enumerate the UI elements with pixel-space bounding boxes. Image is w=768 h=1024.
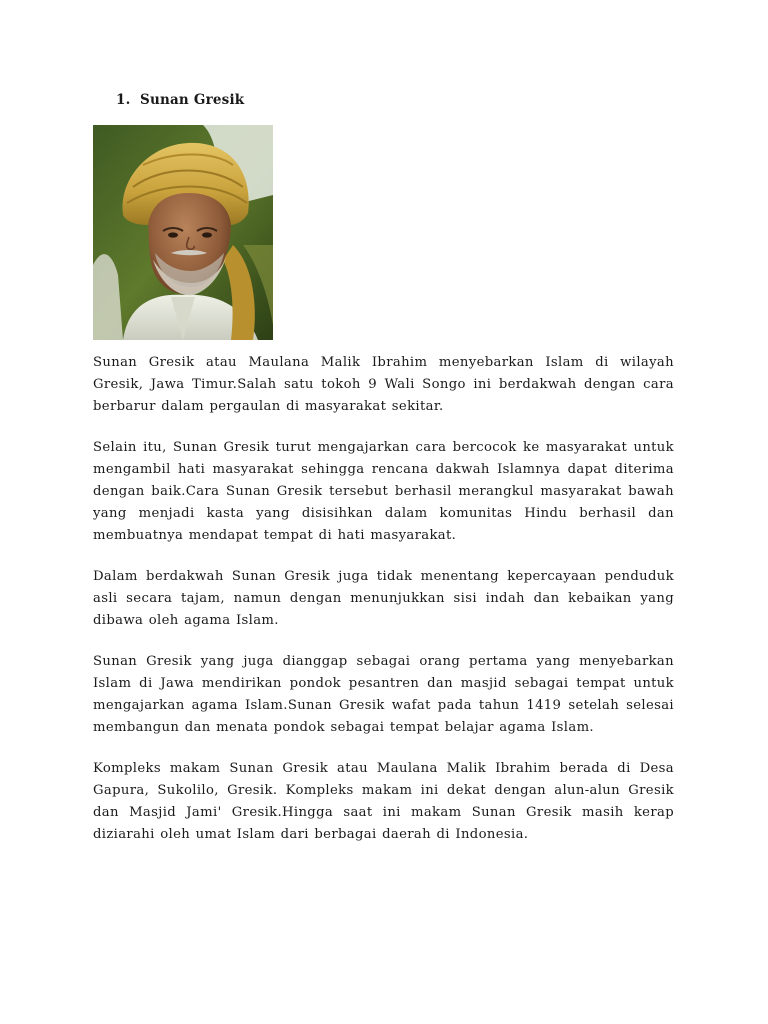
paragraph: Sunan Gresik atau Maulana Malik Ibrahim menyebarkan Islam di wilayah Gresik, Jawa Timur.Salah satu tokoh 9 Wali Songo ini berdakwah dengan cara berbarur dalam pergaulan di masyarakat sekitar. — [93, 355, 674, 414]
section-heading — [116, 92, 244, 108]
paragraph: Kompleks makam Sunan Gresik atau Maulana Malik Ibrahim berada di Desa Gapura, Sukolilo, Gresik. Kompleks makam ini dekat dengan alun-alun Gresik dan Masjid Jami' Gresik.Hingga saat ini makam Sunan Gresik masih kerap diziarahi oleh umat Islam dari berbagai daerah di Indonesia. — [93, 761, 674, 842]
heading-number: 1. — [116, 92, 131, 108]
portrait-image — [93, 125, 273, 340]
body-text — [93, 352, 674, 865]
heading-title: Sunan Gresik — [140, 92, 245, 108]
paragraph: Dalam berdakwah Sunan Gresik juga tidak menentang kepercayaan penduduk asli secara tajam, namun dengan menunjukkan sisi indah dan kebaikan yang dibawa oleh agama Islam. — [93, 569, 674, 628]
paragraph: Selain itu, Sunan Gresik turut mengajarkan cara bercocok ke masyarakat untuk mengambil hati masyarakat sehingga rencana dakwah Islamnya dapat diterima dengan baik.Cara Sunan Gresik tersebut berhasil merangkul masyarakat bawah yang menjadi kasta yang disisihkan dalam komunitas Hindu berhasil dan membuatnya mendapat tempat di hati masyarakat. — [93, 440, 674, 543]
portrait-illustration — [93, 125, 273, 340]
paragraph: Sunan Gresik yang juga dianggap sebagai orang pertama yang menyebarkan Islam di Jawa mendirikan pondok pesantren dan masjid sebagai tempat untuk mengajarkan agama Islam.Sunan Gresik wafat pada tahun 1419 setelah selesai membangun dan menata pondok sebagai tempat belajar agama Islam. — [93, 654, 674, 735]
